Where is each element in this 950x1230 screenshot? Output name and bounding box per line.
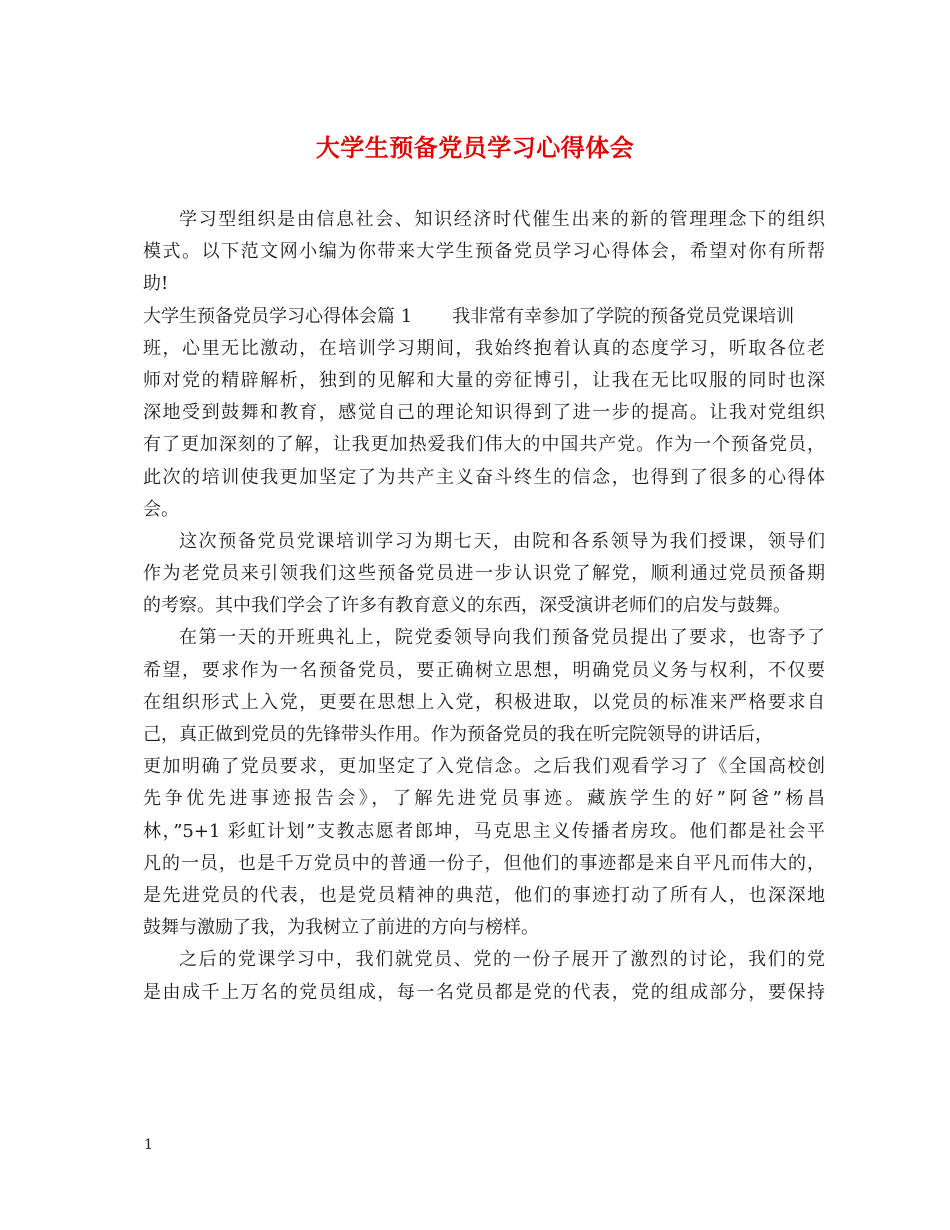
paragraph-line: 深地受到鼓舞和教育，感觉自己的理论知识得到了进一步的提高。让我对党组织: [143, 402, 825, 424]
paragraph-line: 的考察。其中我们学会了许多有教育意义的东西，深受演讲老师们的启发与鼓舞。: [143, 595, 791, 617]
paragraph-line: 师对党的精辟解析，独到的见解和大量的旁征博引，让我在无比叹服的同时也深: [143, 369, 825, 391]
paragraph-line: 之后的党课学习中，我们就党员、党的一份子展开了激烈的讨论，我们的党: [179, 949, 825, 971]
document-body: [143, 204, 825, 1009]
paragraph-line: 此次的培训使我更加坚定了为共产主义奋斗终生的信念，也得到了很多的心得体: [143, 466, 825, 488]
paragraph-line: 这次预备党员党课培训学习为期七天，由院和各系领导为我们授课，领导们: [179, 530, 825, 552]
paragraph-line: 希望，要求作为一名预备党员，要正确树立思想，明确党员义务与权利，不仅要: [143, 659, 825, 681]
paragraph-line: 林，”5+1 彩虹计划”支教志愿者郎坤，马克思主义传播者房玫。他们都是社会平: [143, 820, 825, 842]
paragraph-line: 己，真正做到党员的先锋带头作用。作为预备党员的我在听完院领导的讲话后，: [143, 724, 773, 745]
paragraph-line: 会。: [143, 498, 179, 520]
document-title: 大学生预备党员学习心得体会: [315, 133, 635, 162]
paragraph-line: 学习型组织是由信息社会、知识经济时代催生出来的新的管理理念下的组织: [179, 209, 825, 230]
paragraph-line: 班，心里无比激动，在培训学习期间，我始终抱着认真的态度学习，听取各位老: [143, 337, 825, 359]
section-heading: 大学生预备党员学习心得体会篇 1: [143, 305, 413, 327]
paragraph-line: 助!: [143, 273, 169, 295]
paragraph-line: 鼓舞与激励了我，为我树立了前进的方向与榜样。: [143, 917, 539, 939]
paragraph-line: 在组织形式上入党，更要在思想上入党，积极进取，以党员的标准来严格要求自: [143, 691, 825, 713]
paragraph-text: 我非常有幸参加了学院的预备党员党课培训: [452, 305, 795, 327]
paragraph-line: 更加明确了党员要求，更加坚定了入党信念。之后我们观看学习了《全国高校创: [143, 756, 825, 778]
paragraph-line: 凡的一员，也是千万党员中的普通一份子，但他们的事迹都是来自平凡而伟大的，: [143, 852, 825, 874]
page-number: 1: [144, 1137, 153, 1153]
paragraph-line: 是先进党员的代表，也是党员精神的典范，他们的事迹打动了所有人，也深深地: [143, 884, 825, 906]
section-heading-line: [143, 301, 825, 333]
paragraph-line: 先争优先进事迹报告会》，了解先进党员事迹。藏族学生的好”阿爸”杨昌: [143, 788, 825, 810]
paragraph-line: 在第一天的开班典礼上，院党委领导向我们预备党员提出了要求，也寄予了: [179, 627, 825, 649]
paragraph-line: 是由成千上万名的党员组成，每一名党员都是党的代表，党的组成部分，要保持: [143, 981, 825, 1003]
paragraph-line: 有了更加深刻的了解，让我更加热爱我们伟大的中国共产党。作为一个预备党员，: [143, 434, 825, 456]
paragraph-line: 作为老党员来引领我们这些预备党员进一步认识党了解党，顺利通过党员预备期: [143, 563, 825, 585]
paragraph-line: 模式。以下范文网小编为你带来大学生预备党员学习心得体会，希望对你有所帮: [143, 241, 825, 263]
